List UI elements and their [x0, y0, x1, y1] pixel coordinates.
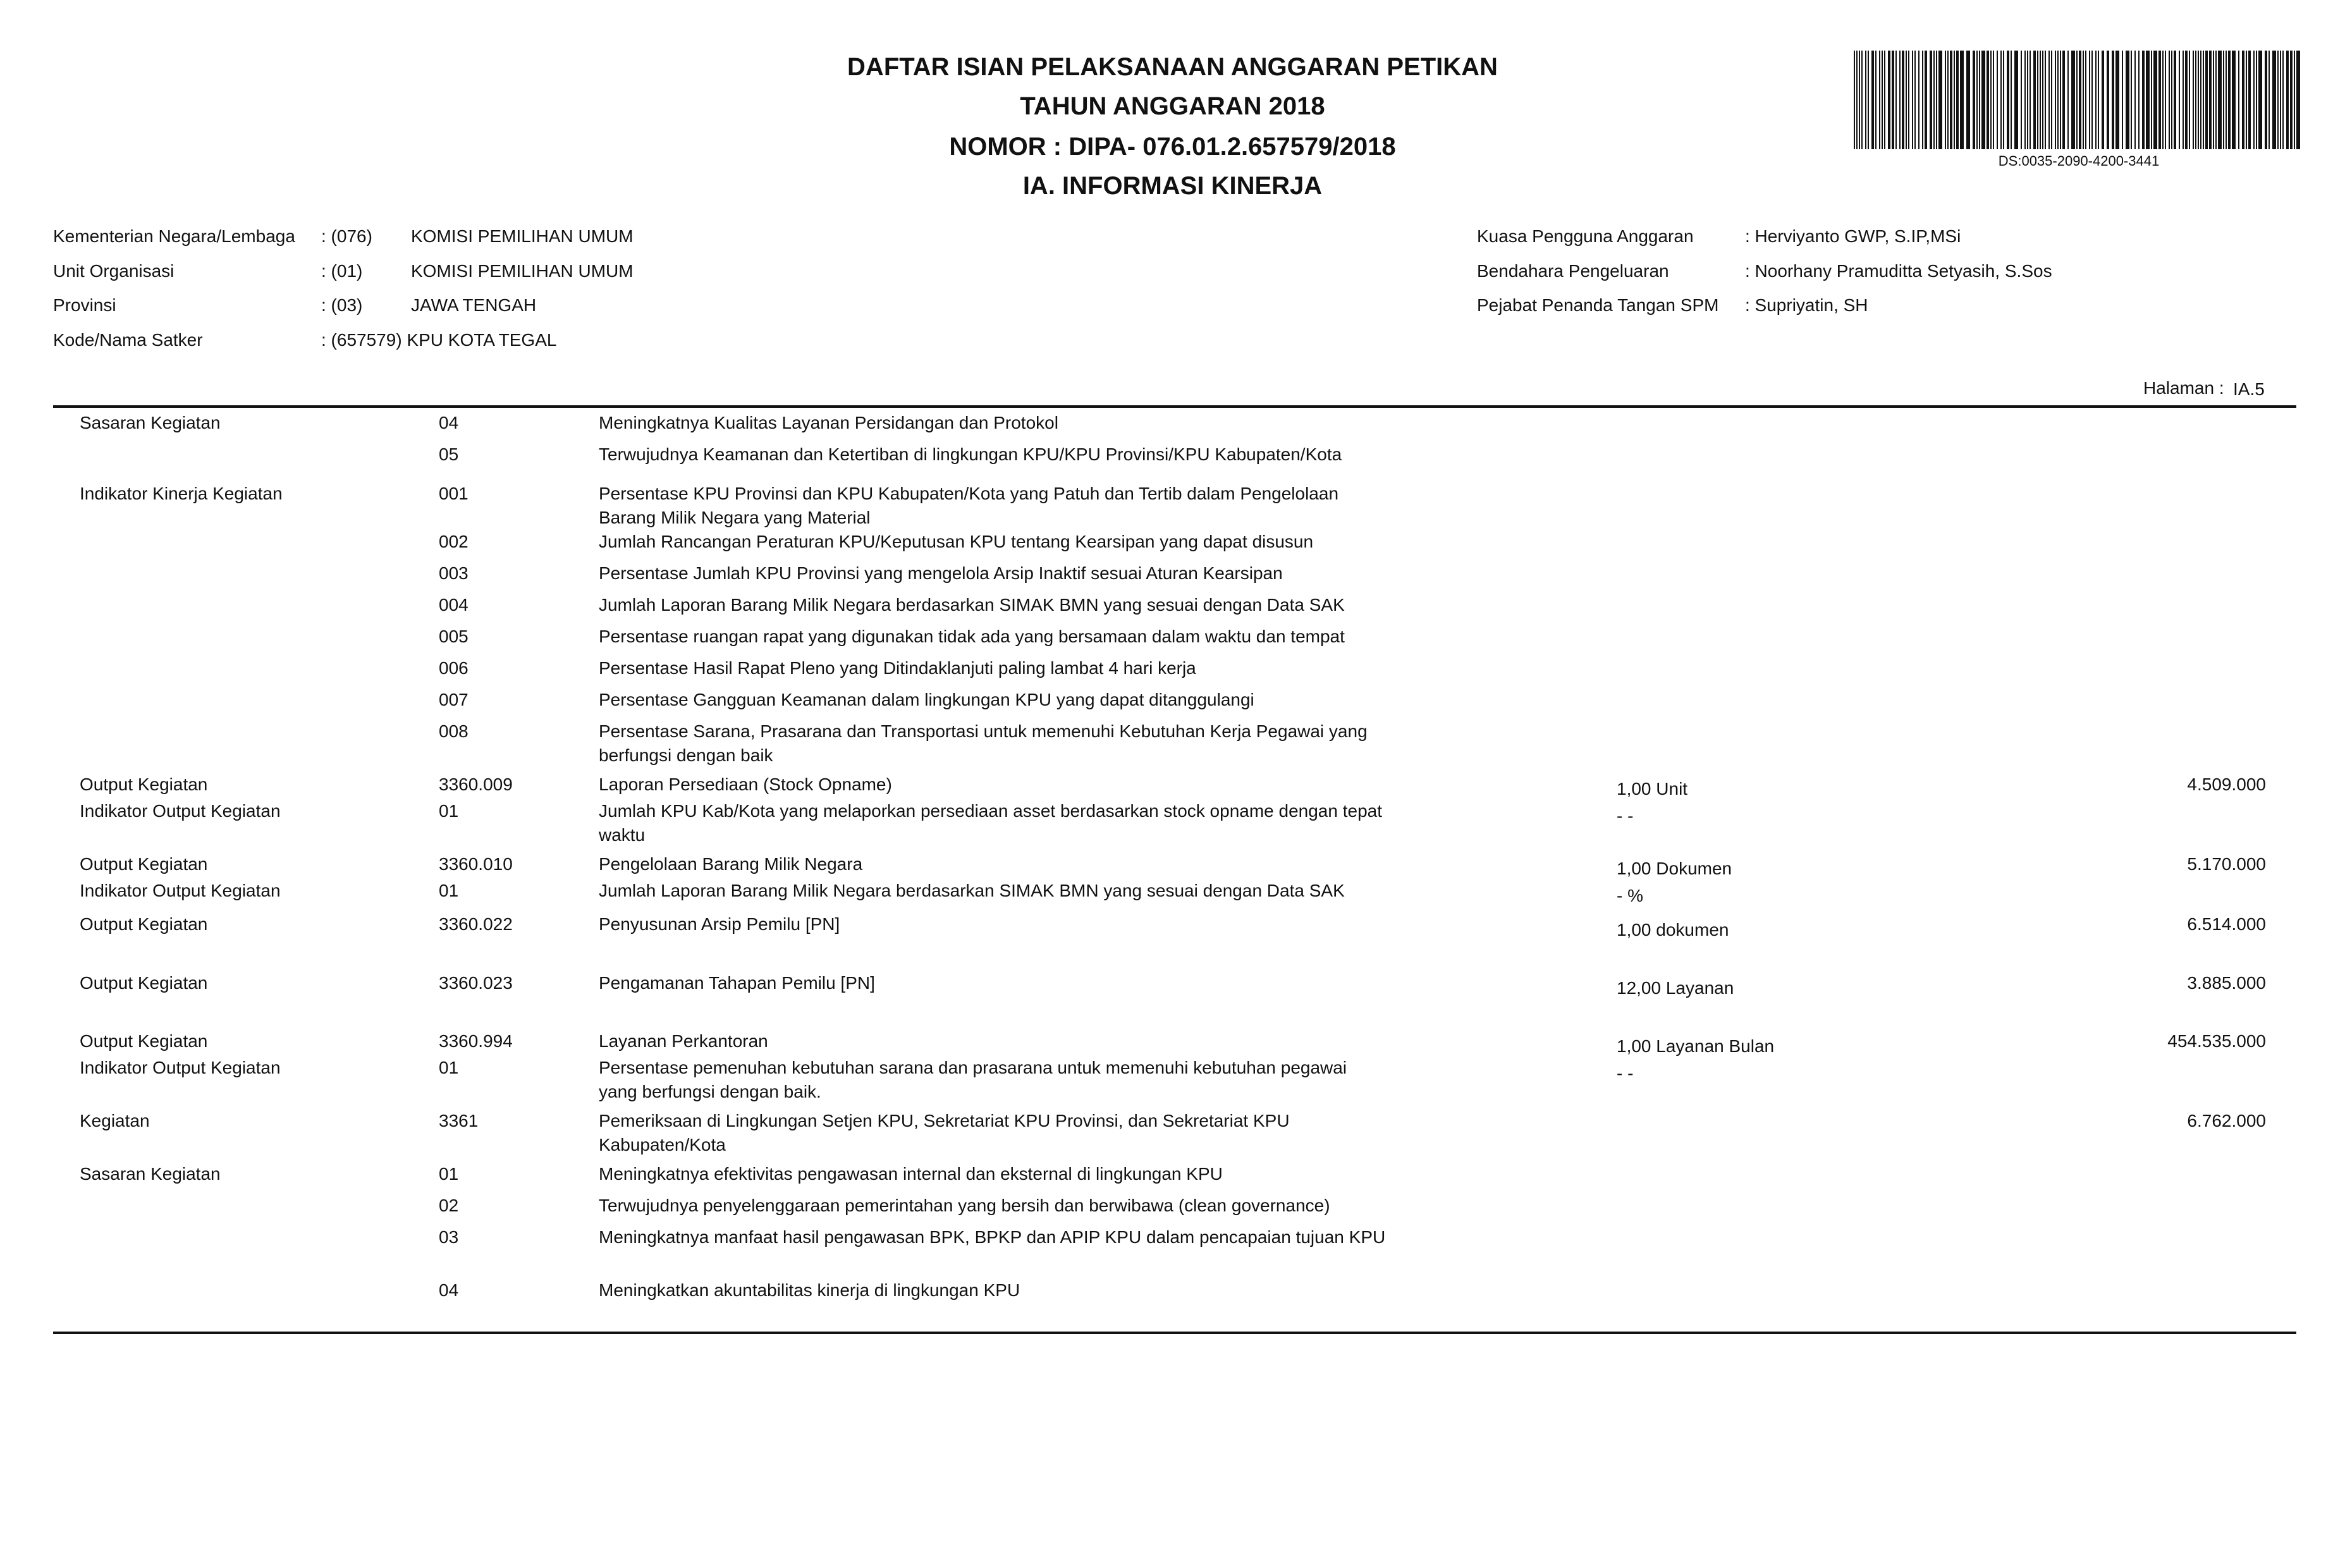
barcode-bar	[2027, 51, 2028, 149]
row-code: 001	[439, 484, 468, 503]
barcode-bar	[1875, 51, 1877, 149]
barcode-bar	[1892, 51, 1894, 149]
row-description: Meningkatnya manfaat hasil pengawasan BPK, BPKP dan APIP KPU dalam pencapaian tujuan KPU	[599, 1227, 1386, 1247]
barcode-bar	[2024, 51, 2026, 149]
dipa-number-title: NOMOR : DIPA- 076.01.2.657579/2018	[949, 133, 1396, 161]
unit-code: : (01)	[321, 261, 363, 281]
barcode-bar	[1912, 51, 1913, 149]
barcode-bar	[2183, 51, 2184, 149]
page-number: IA.5	[2233, 379, 2265, 399]
barcode-bar	[2203, 51, 2204, 149]
barcode-bar	[1865, 51, 1866, 149]
barcode-bar	[1914, 51, 1916, 149]
row-description: Meningkatnya Kualitas Layanan Persidangan dan Protokol	[599, 413, 1058, 432]
unit-label: Unit Organisasi	[53, 261, 174, 281]
row-code: 3360.023	[439, 973, 513, 993]
row-code: 02	[439, 1196, 459, 1215]
barcode-bar	[2162, 51, 2164, 149]
row-code: 3360.010	[439, 854, 513, 874]
barcode-bar	[2151, 51, 2152, 149]
barcode-bar	[1856, 51, 1858, 149]
barcode-bar	[2294, 51, 2295, 149]
barcode-bar	[2290, 51, 2293, 149]
row-code: 3360.009	[439, 775, 513, 794]
barcode-bar	[2218, 51, 2222, 149]
row-volume: 1,00 dokumen	[1617, 920, 1729, 940]
row-code: 04	[439, 413, 459, 432]
satker-code: : (657579) KPU KOTA TEGAL	[321, 330, 557, 350]
row-code: 3360.994	[439, 1031, 513, 1051]
barcode-bar	[2153, 51, 2157, 149]
barcode-bar	[1938, 51, 1942, 149]
row-label: Indikator Output Kegiatan	[80, 801, 281, 821]
barcode-bar	[1871, 51, 1874, 149]
barcode-bar	[2037, 51, 2038, 149]
row-code: 3360.022	[439, 914, 513, 934]
barcode-bar	[1888, 51, 1890, 149]
fiscal-year-title: TAHUN ANGGARAN 2018	[1020, 92, 1325, 120]
barcode-bar	[2193, 51, 2194, 149]
ministry-code: : (076)	[321, 226, 372, 246]
barcode-bar	[2174, 51, 2176, 149]
row-volume: 1,00 Layanan Bulan	[1617, 1036, 1775, 1056]
barcode-bar	[1902, 51, 1904, 149]
barcode-bar	[2248, 51, 2251, 149]
barcode-bar	[1976, 51, 1978, 149]
barcode-image	[1854, 51, 2304, 149]
satker-label: Kode/Nama Satker	[53, 330, 203, 350]
row-description: Persentase pemenuhan kebutuhan sarana dan prasarana untuk memenuhi kebutuhan pegawai yang berfungsi dengan baik.	[599, 1058, 1347, 1101]
barcode-bar	[2000, 51, 2002, 149]
table-top-rule	[53, 405, 2296, 408]
row-code: 007	[439, 690, 468, 709]
section-title: IA. INFORMASI KINERJA	[1022, 172, 1323, 200]
kpa-value: : Herviyanto GWP, S.IP,MSi	[1745, 226, 1961, 246]
barcode-bar	[2205, 51, 2208, 149]
barcode-bar	[1956, 51, 1959, 149]
barcode-bar	[1973, 51, 1975, 149]
barcode-bar	[1960, 51, 1964, 149]
barcode-bar	[2228, 51, 2231, 149]
row-code: 01	[439, 1058, 459, 1077]
row-code: 008	[439, 721, 468, 741]
barcode-bar	[2242, 51, 2244, 149]
barcode-bar	[2045, 51, 2046, 149]
barcode-bar	[2169, 51, 2170, 149]
row-amount: 454.535.000	[2167, 1031, 2266, 1051]
row-code: 3361	[439, 1111, 479, 1130]
barcode-bar	[2286, 51, 2289, 149]
barcode-bar	[2195, 51, 2196, 149]
row-description: Pemeriksaan di Lingkungan Setjen KPU, Sekretariat KPU Provinsi, dan Sekretariat KPU Kabupaten/Kota	[599, 1111, 1290, 1155]
barcode-bar	[2138, 51, 2140, 149]
barcode-bar	[1925, 51, 1927, 149]
barcode-bar	[2171, 51, 2172, 149]
barcode-bar	[1981, 51, 1985, 149]
barcode-bar	[2003, 51, 2004, 149]
barcode-bar	[2089, 51, 2090, 149]
barcode-bar	[2079, 51, 2081, 149]
barcode-bar	[1868, 51, 1869, 149]
document-title: DAFTAR ISIAN PELAKSANAAN ANGGARAN PETIKAN	[847, 53, 1498, 81]
barcode-bar	[2091, 51, 2093, 149]
barcode-bar	[2107, 51, 2109, 149]
barcode-bar	[1861, 51, 1863, 149]
bendahara-label: Bendahara Pengeluaran	[1477, 261, 1669, 281]
row-description: Persentase Hasil Rapat Pleno yang Ditindaklanjuti paling lambat 4 hari kerja	[599, 658, 1196, 678]
barcode-bar	[1854, 51, 1855, 149]
barcode-bar	[2122, 51, 2123, 149]
barcode-bar	[1895, 51, 1897, 149]
row-code: 002	[439, 532, 468, 551]
barcode-bar	[2040, 51, 2041, 149]
barcode-bar	[2030, 51, 2031, 149]
barcode-bar	[2226, 51, 2227, 149]
barcode-bar	[2014, 51, 2018, 149]
barcode-bar	[2115, 51, 2119, 149]
barcode-bar	[2277, 51, 2279, 149]
row-amount: 6.762.000	[2187, 1111, 2266, 1130]
row-description: Jumlah Laporan Barang Milik Negara berdasarkan SIMAK BMN yang sesuai dengan Data SAK	[599, 595, 1345, 615]
barcode-bar	[1954, 51, 1955, 149]
row-amount: 3.885.000	[2187, 973, 2266, 993]
province-code: : (03)	[321, 295, 363, 315]
row-code: 05	[439, 444, 459, 464]
page-label: Halaman :	[2143, 378, 2224, 398]
row-description: Penyusunan Arsip Pemilu [PN]	[599, 914, 840, 934]
barcode-bar	[1906, 51, 1907, 149]
barcode-bar	[2200, 51, 2201, 149]
barcode-bar	[1945, 51, 1946, 149]
barcode-text: DS:0035-2090-4200-3441	[1998, 153, 2160, 169]
row-volume: - -	[1617, 806, 1634, 826]
barcode-bar	[2158, 51, 2161, 149]
row-label: Output Kegiatan	[80, 914, 208, 934]
row-label: Indikator Output Kegiatan	[80, 881, 281, 900]
row-label: Indikator Kinerja Kegiatan	[80, 484, 283, 503]
spm-label: Pejabat Penanda Tangan SPM	[1477, 295, 1719, 315]
row-description: Meningkatkan akuntabilitas kinerja di lingkungan KPU	[599, 1280, 1020, 1300]
row-label: Output Kegiatan	[80, 973, 208, 993]
barcode-bar	[1930, 51, 1932, 149]
barcode-bar	[2146, 51, 2150, 149]
barcode-bar	[2198, 51, 2199, 149]
row-label: Sasaran Kegiatan	[80, 413, 221, 432]
barcode-bar	[2232, 51, 2236, 149]
barcode-bar	[1993, 51, 1994, 149]
barcode-bar	[2268, 51, 2270, 149]
barcode-bar	[2102, 51, 2104, 149]
barcode-bar	[2007, 51, 2009, 149]
row-volume: 1,00 Unit	[1617, 779, 1688, 799]
row-amount: 4.509.000	[2187, 775, 2266, 794]
barcode-bar	[2055, 51, 2056, 149]
row-code: 01	[439, 801, 459, 821]
barcode-bar	[1990, 51, 1992, 149]
barcode-bar	[2112, 51, 2114, 149]
barcode-bar	[2209, 51, 2212, 149]
barcode-bar	[2223, 51, 2224, 149]
row-description: Jumlah Rancangan Peraturan KPU/Keputusan KPU tentang Kearsipan yang dapat disusun	[599, 532, 1314, 551]
barcode-bar	[1922, 51, 1923, 149]
barcode-bar	[1947, 51, 1949, 149]
row-code: 004	[439, 595, 468, 615]
row-amount: 6.514.000	[2187, 914, 2266, 934]
row-description: Terwujudnya penyelenggaraan pemerintahan yang bersih dan berwibawa (clean governance)	[599, 1196, 1330, 1215]
barcode-bar	[1859, 51, 1860, 149]
barcode-bar	[2165, 51, 2166, 149]
barcode-bar	[2189, 51, 2190, 149]
row-description: Jumlah KPU Kab/Kota yang melaporkan persediaan asset berdasarkan stock opname dengan tepat waktu	[599, 801, 1382, 845]
barcode-bar	[2126, 51, 2129, 149]
barcode-bar	[2098, 51, 2099, 149]
row-code: 01	[439, 881, 459, 900]
unit-value: KOMISI PEMILIHAN UMUM	[411, 261, 634, 281]
row-label: Output Kegiatan	[80, 1031, 208, 1051]
kpa-label: Kuasa Pengguna Anggaran	[1477, 226, 1694, 246]
barcode-bar	[2265, 51, 2267, 149]
barcode-bar	[2083, 51, 2084, 149]
row-description: Meningkatnya efektivitas pengawasan internal dan eksternal di lingkungan KPU	[599, 1164, 1223, 1184]
row-code: 04	[439, 1280, 459, 1300]
barcode-bar	[1979, 51, 1980, 149]
barcode-bar	[1987, 51, 1989, 149]
row-description: Persentase KPU Provinsi dan KPU Kabupaten/Kota yang Patuh dan Tertib dalam Pengelolaan Barang Milik Negara yang Material	[599, 484, 1339, 527]
barcode-bar	[1884, 51, 1885, 149]
row-description: Persentase Sarana, Prasarana dan Transportasi untuk memenuhi Kebutuhan Kerja Pegawai yang berfungsi dengan baik	[599, 721, 1368, 765]
barcode-bar	[2021, 51, 2022, 149]
barcode-bar	[2253, 51, 2255, 149]
row-volume: - %	[1617, 886, 1643, 905]
row-description: Laporan Persediaan (Stock Opname)	[599, 775, 892, 794]
ministry-label: Kementerian Negara/Lembaga	[53, 226, 295, 246]
spm-value: : Supriyatin, SH	[1745, 295, 1868, 315]
barcode-bar	[2282, 51, 2284, 149]
barcode-bar	[1950, 51, 1952, 149]
barcode-bar	[1882, 51, 1883, 149]
barcode-bar	[2280, 51, 2281, 149]
barcode-bar	[1933, 51, 1935, 149]
province-value: JAWA TENGAH	[411, 295, 537, 315]
row-volume: 12,00 Layanan	[1617, 978, 1734, 998]
row-volume: - -	[1617, 1063, 1634, 1083]
row-description: Persentase Gangguan Keamanan dalam lingkungan KPU yang dapat ditanggulangi	[599, 690, 1254, 709]
barcode-bar	[2042, 51, 2043, 149]
barcode-bar	[2095, 51, 2097, 149]
barcode-bar	[2256, 51, 2257, 149]
row-description: Layanan Perkantoran	[599, 1031, 768, 1051]
row-volume: 1,00 Dokumen	[1617, 859, 1732, 878]
row-description: Jumlah Laporan Barang Milik Negara berdasarkan SIMAK BMN yang sesuai dengan Data SAK	[599, 881, 1345, 900]
barcode-bar	[1908, 51, 1909, 149]
barcode-bar	[2085, 51, 2086, 149]
row-label: Indikator Output Kegiatan	[80, 1058, 281, 1077]
row-code: 006	[439, 658, 468, 678]
row-code: 01	[439, 1164, 459, 1184]
barcode-bar	[2238, 51, 2239, 149]
barcode-bar	[2051, 51, 2052, 149]
barcode-bar	[2048, 51, 2050, 149]
barcode-bar	[2215, 51, 2217, 149]
row-description: Pengelolaan Barang Milik Negara	[599, 854, 863, 874]
barcode-bar	[2296, 51, 2300, 149]
barcode-bar	[2179, 51, 2180, 149]
row-label: Output Kegiatan	[80, 854, 208, 874]
barcode-bar	[1899, 51, 1901, 149]
barcode-bar	[2011, 51, 2012, 149]
barcode-bar	[1936, 51, 1937, 149]
barcode-bar	[2246, 51, 2247, 149]
row-label: Kegiatan	[80, 1111, 150, 1130]
barcode-bar	[1997, 51, 1998, 149]
row-description: Persentase ruangan rapat yang digunakan tidak ada yang bersamaan dalam waktu dan tempat	[599, 627, 1345, 646]
barcode-bar	[2134, 51, 2136, 149]
row-code: 03	[439, 1227, 459, 1247]
barcode-bar	[2060, 51, 2061, 149]
barcode-bar	[2142, 51, 2145, 149]
row-code: 003	[439, 563, 468, 583]
row-description: Persentase Jumlah KPU Provinsi yang mengelola Arsip Inaktif sesuai Aturan Kearsipan	[599, 563, 1283, 583]
row-label: Sasaran Kegiatan	[80, 1164, 221, 1184]
row-label: Output Kegiatan	[80, 775, 208, 794]
table-bottom-rule	[53, 1332, 2296, 1334]
barcode-bar	[2131, 51, 2132, 149]
bendahara-value: : Noorhany Pramuditta Setyasih, S.Sos	[1745, 261, 2052, 281]
row-description: Terwujudnya Keamanan dan Ketertiban di lingkungan KPU/KPU Provinsi/KPU Kabupaten/Kota	[599, 444, 1342, 464]
barcode-bar	[2076, 51, 2078, 149]
barcode-bar	[2057, 51, 2059, 149]
barcode-bar	[2272, 51, 2276, 149]
barcode-bar	[2213, 51, 2214, 149]
barcode-bar	[2062, 51, 2065, 149]
barcode-bar	[2258, 51, 2262, 149]
barcode-bar	[2033, 51, 2036, 149]
ministry-value: KOMISI PEMILIHAN UMUM	[411, 226, 634, 246]
barcode-bar	[1918, 51, 1919, 149]
row-code: 005	[439, 627, 468, 646]
province-label: Provinsi	[53, 295, 116, 315]
barcode-bar	[1879, 51, 1880, 149]
row-description: Pengamanan Tahapan Pemilu [PN]	[599, 973, 875, 993]
barcode-bar	[2067, 51, 2069, 149]
barcode-bar	[2071, 51, 2075, 149]
row-amount: 5.170.000	[2187, 854, 2266, 874]
barcode-bar	[2185, 51, 2188, 149]
barcode-bar	[1966, 51, 1970, 149]
